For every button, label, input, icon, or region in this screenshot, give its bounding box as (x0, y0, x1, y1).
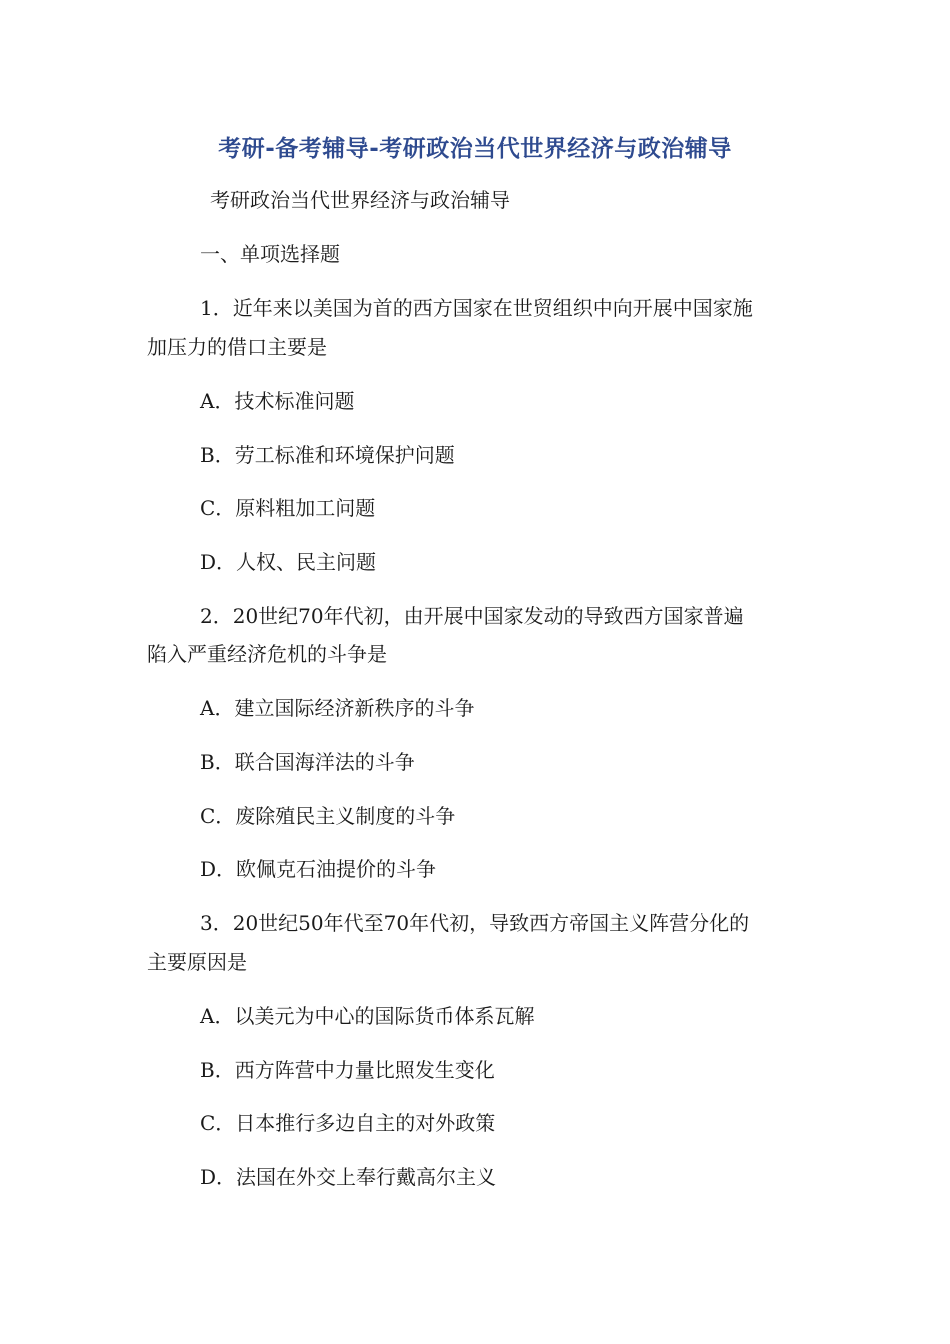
question-3-line-1: 3．20世纪50年代至70年代初，导致西方帝国主义阵营分化的 (200, 911, 750, 935)
question-2-option-c: C．废除殖民主义制度的斗争 (200, 804, 456, 828)
question-3-option-d: D．法国在外交上奉行戴高尔主义 (200, 1165, 497, 1189)
question-1-option-a: A．技术标准问题 (200, 389, 355, 413)
question-1-line-2: 加压力的借口主要是 (147, 335, 327, 359)
document-title: 考研-备考辅导-考研政治当代世界经济与政治辅导 (218, 136, 732, 162)
question-2-option-b: B．联合国海洋法的斗争 (200, 750, 415, 774)
question-3-option-a: A．以美元为中心的国际货币体系瓦解 (200, 1004, 535, 1028)
section-heading: 一、单项选择题 (200, 242, 340, 266)
question-2-option-d: D．欧佩克石油提价的斗争 (200, 857, 437, 881)
question-2-line-2: 陷入严重经济危机的斗争是 (147, 642, 387, 666)
question-1-option-c: C．原料粗加工问题 (200, 496, 376, 520)
question-3-option-c: C．日本推行多边自主的对外政策 (200, 1111, 496, 1135)
question-2-line-1: 2．20世纪70年代初，由开展中国家发动的导致西方国家普遍 (200, 604, 744, 628)
question-2-option-a: A．建立国际经济新秩序的斗争 (200, 696, 475, 720)
question-3-option-b: B．西方阵营中力量比照发生变化 (200, 1058, 495, 1082)
question-1-option-d: D．人权、民主问题 (200, 550, 377, 574)
question-1-line-1: 1．近年来以美国为首的西方国家在世贸组织中向开展中国家施 (200, 296, 753, 320)
question-3-line-2: 主要原因是 (147, 950, 247, 974)
document-subtitle: 考研政治当代世界经济与政治辅导 (210, 188, 510, 212)
question-1-option-b: B．劳工标准和环境保护问题 (200, 443, 455, 467)
